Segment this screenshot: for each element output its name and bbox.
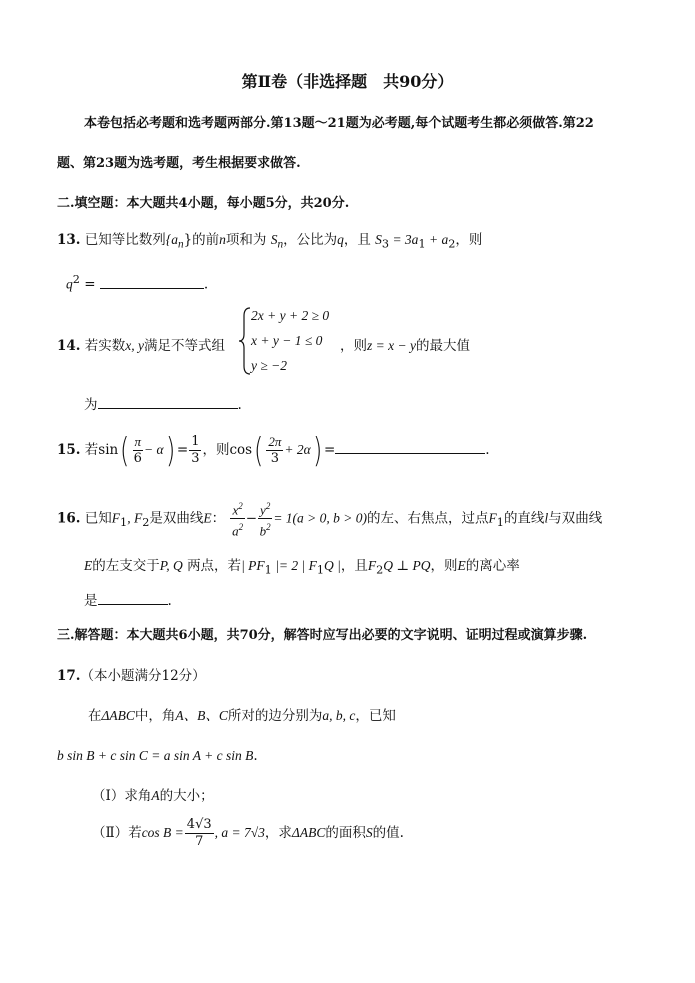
q14-text-d: 的最大值 xyxy=(415,338,470,354)
q14-ineq-3: y ≥ −2 xyxy=(251,358,288,373)
q17-part1-end: 的大小； xyxy=(159,788,214,804)
q16-line2-E: E xyxy=(84,558,93,573)
system-brace xyxy=(238,306,252,376)
q17-eq-end: . xyxy=(253,748,258,764)
question-13 xyxy=(57,230,482,255)
q15-frac-3 xyxy=(266,434,283,467)
q16-y2-sup: 2 xyxy=(265,501,271,511)
q13-cond-sub3: 2 xyxy=(448,237,456,251)
frac-num xyxy=(258,498,272,519)
q17-part2-label: （Ⅱ） xyxy=(92,825,129,841)
q13-cond-rest2: + a xyxy=(425,232,449,247)
q16-b2: b xyxy=(259,523,267,539)
frac-num: 1 xyxy=(191,434,200,449)
question-17-part-1 xyxy=(92,786,214,806)
q17-part2-cos: cos B = xyxy=(141,825,184,840)
frac-den: 3 xyxy=(270,451,279,466)
q17-part2-mid: ，求 xyxy=(264,825,292,841)
paren-right: ) xyxy=(165,430,175,471)
q16-E: E xyxy=(203,510,212,526)
q16-cond2: F xyxy=(367,558,377,573)
q16-a2-sup: 2 xyxy=(238,522,244,533)
q16-eq-rest: = 1(a > 0, b > 0) xyxy=(273,510,368,526)
q15-text-a: 若 xyxy=(84,442,99,458)
frac-num: 2π xyxy=(268,434,282,449)
q14-end: . xyxy=(237,397,242,413)
q13-cond-sub2: 1 xyxy=(418,237,426,251)
question-16-line-1 xyxy=(57,498,602,541)
question-17-part-2 xyxy=(92,815,404,851)
q16-foci-mid: , F xyxy=(127,510,143,526)
q17-text-a: 在 xyxy=(88,708,102,724)
q13-seq-sub: n xyxy=(177,238,184,251)
q16-frac-x xyxy=(230,498,244,540)
q13-n: n xyxy=(219,232,226,247)
q17-part2-end1: 的面积 xyxy=(325,825,366,841)
answer-blank[interactable] xyxy=(98,394,238,409)
q17-part1-A: A xyxy=(151,788,160,803)
frac-num: 4√3 xyxy=(186,817,212,832)
q13-end: . xyxy=(203,276,209,293)
q13-seq-close: } xyxy=(183,232,193,248)
q16-line2-d: ，则 xyxy=(430,558,458,574)
q13-cond-rest: = 3a xyxy=(389,232,419,247)
q15-plus-alpha: + 2α xyxy=(284,442,311,457)
frac-den xyxy=(258,519,272,539)
q13-ans-eq: = xyxy=(79,276,100,293)
q15-eq: = xyxy=(176,442,189,458)
q16-PQ: P, Q xyxy=(159,558,183,573)
question-17-line-1 xyxy=(88,706,396,726)
q15-frac-1 xyxy=(133,434,144,467)
q15-sin: sin xyxy=(98,442,119,458)
paren-left: ( xyxy=(120,430,130,471)
q16-foci-sub1: 1 xyxy=(120,516,128,530)
q13-q: q xyxy=(337,232,344,247)
question-16-line-2 xyxy=(84,556,520,581)
q17-text-b: 中，角 xyxy=(134,708,176,724)
q15-cos: cos xyxy=(229,442,253,458)
q16-cond2-rest: Q ⊥ PQ xyxy=(383,558,431,573)
q17-part1-text: 求角 xyxy=(124,788,152,804)
q16-line3: 是 xyxy=(84,593,98,609)
q16-text-c: 的左、右焦点，过点 xyxy=(367,510,489,527)
q17-equation: b sin B + c sin C = a sin A + c sin B xyxy=(57,748,254,763)
q14-vars: x, y xyxy=(125,338,145,353)
part2-heading: 二.填空题：本大题共4小题，每小题5分，共20分. xyxy=(57,196,350,211)
q17-tri: ΔABC xyxy=(101,708,135,723)
question-number: 15. xyxy=(57,442,81,458)
q16-F1: F xyxy=(488,510,497,526)
frac-den xyxy=(230,519,244,539)
paren-right: ) xyxy=(312,430,322,471)
q16-cond1-rest2: Q | xyxy=(324,558,341,573)
q16-foci: F xyxy=(111,510,121,526)
answer-blank[interactable] xyxy=(98,590,168,605)
q14-text-b: 满足不等式组 xyxy=(144,338,226,354)
q17-part1-label: （Ⅰ） xyxy=(92,788,125,804)
frac-den: 3 xyxy=(191,451,200,466)
q17-part2-a: , a = 7√3 xyxy=(214,825,265,840)
q13-text-a: 已知等比数列 xyxy=(84,232,166,248)
q17-part2-tri: ΔABC xyxy=(291,825,326,840)
q16-cond1-sub: 1 xyxy=(264,563,272,577)
frac-num: π xyxy=(134,434,142,449)
q13-answer-line xyxy=(66,270,208,295)
question-17-equation xyxy=(57,746,258,766)
q16-x2: x xyxy=(232,502,239,518)
question-number: 14. xyxy=(57,338,81,354)
q17-note: （本小题满分12分） xyxy=(80,668,206,684)
q14-ineq-1: 2x + y + 2 ≥ 0 xyxy=(251,308,330,323)
question-14-text xyxy=(57,336,225,356)
q16-y2: y xyxy=(260,502,266,518)
q16-text-a: 已知 xyxy=(84,510,112,527)
q17-angles: A、B、C xyxy=(175,708,228,723)
answer-blank[interactable] xyxy=(335,439,485,454)
q17-part2-end2: 的值. xyxy=(372,825,404,841)
q16-text-b: 是双曲线 xyxy=(149,510,204,527)
part3-heading: 三.解答题：本大题共6小题，共70分，解答时应写出必要的文字说明、证明过程或演算步骤. xyxy=(57,628,588,643)
q16-frac-y xyxy=(258,498,272,540)
q17-part2-S: S xyxy=(365,825,373,840)
q17-part2-text: 若 xyxy=(128,825,142,841)
q16-text-d: 的直线 xyxy=(503,510,545,527)
frac-num xyxy=(230,498,244,519)
q16-line2-b: 两点，若 xyxy=(187,558,242,574)
q14-z: z = x − y xyxy=(367,338,416,353)
q13-ans-sup: 2 xyxy=(72,273,80,286)
question-15 xyxy=(57,430,490,471)
q15-minus-alpha: − α xyxy=(144,442,164,457)
q15-end: . xyxy=(485,442,490,458)
q17-text-c: 所对的边分别为 xyxy=(227,708,323,724)
q16-b2-sup: 2 xyxy=(266,522,271,533)
q13-seq: {a xyxy=(165,232,178,247)
q14-text-a: 若实数 xyxy=(84,338,126,354)
q15-text-b: ，则 xyxy=(202,442,230,458)
q13-ans-prefix: q xyxy=(66,276,73,292)
q16-foci-sub2: 2 xyxy=(142,516,150,530)
intro-line-1: 本卷包括必考题和选考题两部分.第13题～21题为必考题,每个试题考生都必须做答.第22 xyxy=(84,116,594,131)
q16-l: l xyxy=(544,510,549,526)
question-number: 16. xyxy=(57,510,81,527)
section-title: 第Ⅱ卷（非选择题 共90分） xyxy=(241,72,454,91)
q14-ineq-2: x + y − 1 ≤ 0 xyxy=(251,333,323,348)
question-17-header xyxy=(57,666,206,686)
q17-sides: a, b, c xyxy=(322,708,356,723)
question-number: 13. xyxy=(57,232,81,248)
q16-a2: a xyxy=(232,523,239,539)
q14-line2: 为 xyxy=(84,397,98,413)
q16-cond1: | PF xyxy=(241,558,265,573)
q16-cond2-sub: 2 xyxy=(376,563,384,577)
q16-cond1-sub2: 1 xyxy=(316,563,325,577)
q13-text-d: ，公比为 xyxy=(283,232,338,248)
q17-frac xyxy=(185,817,214,850)
q16-line2-a: 的左支交于 xyxy=(92,558,160,574)
q16-text-e: 与双曲线 xyxy=(548,510,603,527)
q14-answer-line xyxy=(84,394,242,415)
q13-text-b: 的前 xyxy=(192,232,220,248)
q16-line2-e: 的离心率 xyxy=(465,558,520,574)
q15-eq2: = xyxy=(323,442,336,458)
paren-left: ( xyxy=(254,430,264,471)
q13-text-e: ，且 xyxy=(343,232,371,248)
q16-minus: − xyxy=(245,510,258,527)
q17-text-d: ，已知 xyxy=(355,708,396,724)
q16-x2-sup: 2 xyxy=(238,501,243,511)
q16-end: . xyxy=(167,593,172,609)
q16-colon: ： xyxy=(211,510,226,527)
q13-cond: S xyxy=(375,232,382,247)
q16-cond1-rest: |= 2 | F xyxy=(271,558,317,573)
question-16-line-3 xyxy=(84,590,172,611)
q13-S-sub: n xyxy=(277,238,284,251)
q16-F1-sub: 1 xyxy=(496,516,504,530)
q13-text-c: 项和为 xyxy=(225,232,267,248)
question-14-tail xyxy=(340,336,470,356)
q16-line2-E2: E xyxy=(457,558,466,573)
q13-text-f: ，则 xyxy=(455,232,483,248)
frac-den: 7 xyxy=(195,834,204,849)
question-number: 17. xyxy=(57,668,81,684)
intro-line-2: 题、第23题为选考题，考生根据要求做答. xyxy=(57,156,301,171)
q13-S: S xyxy=(270,232,278,247)
q14-text-c: ，则 xyxy=(340,338,367,354)
q13-cond-sub: 3 xyxy=(381,237,390,251)
q15-frac-2 xyxy=(189,434,201,467)
answer-blank[interactable] xyxy=(100,274,204,289)
frac-den: 6 xyxy=(133,451,142,466)
q16-line2-c: ，且 xyxy=(340,558,368,574)
